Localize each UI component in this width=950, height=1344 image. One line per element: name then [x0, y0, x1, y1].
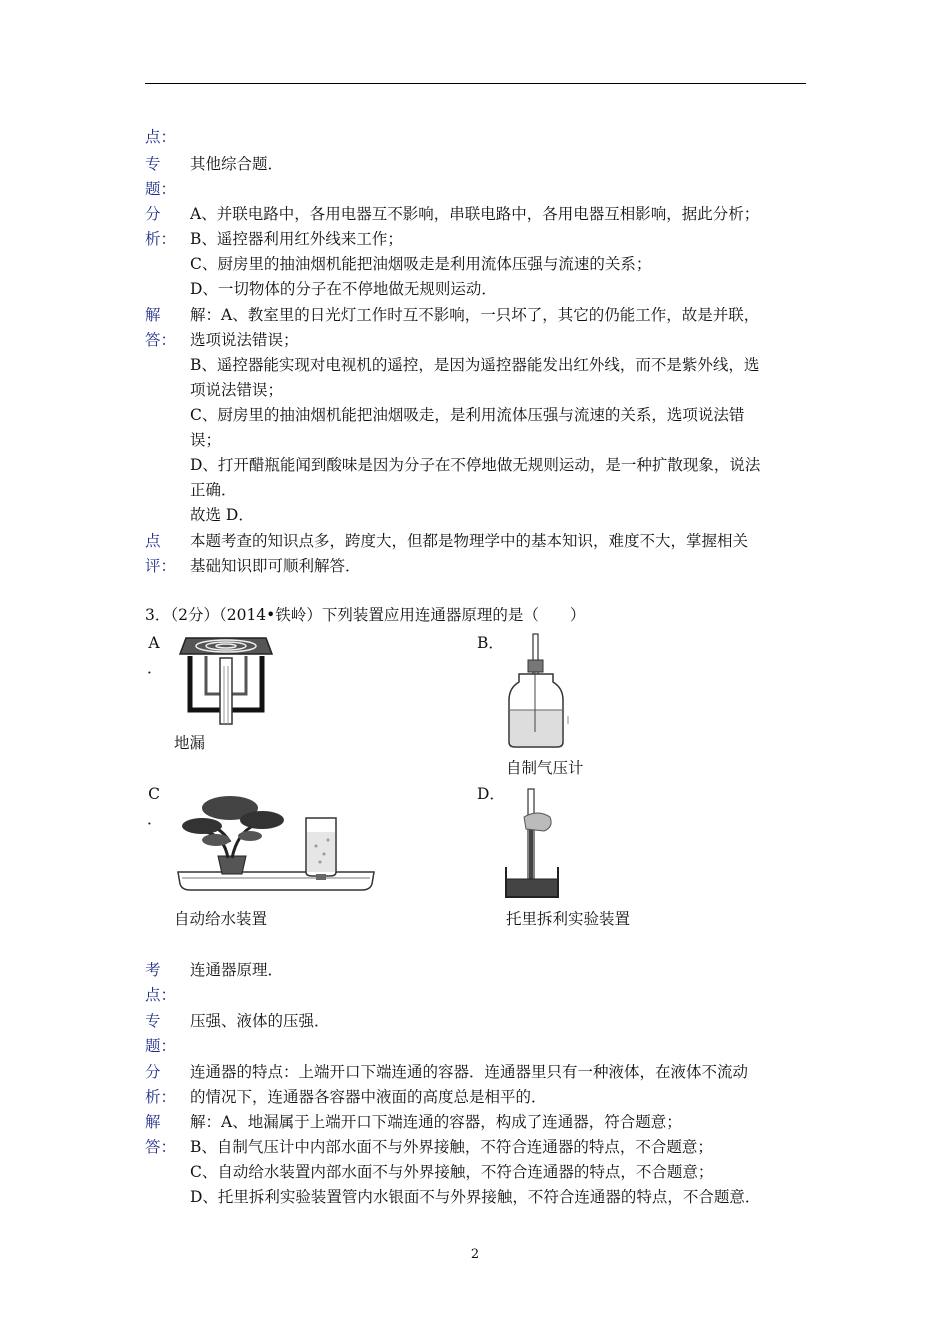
- jieda-label: 解 答：: [145, 1113, 177, 1156]
- option-b-caption: 自制气压计: [506, 759, 584, 777]
- fenxi-label: 分 析：: [145, 205, 177, 248]
- option-d-letter: D．: [477, 785, 505, 803]
- fenxi-text: 连通器的特点：上端开口下端连通的容器．连通器里只有一种液体，在液体不流动 的情况下，连通器各容器中液面的高度总是相平的．: [190, 1063, 749, 1106]
- homemade-barometer-figure: [505, 632, 571, 750]
- header-rule: [145, 83, 806, 84]
- zhuanti-text: 其他综合题．: [190, 155, 284, 173]
- option-c-caption: 自动给水装置: [174, 910, 268, 928]
- dianping-label: 点 评：: [145, 532, 177, 575]
- jieda-label: 解 答：: [145, 306, 177, 349]
- option-c-letter: C ．: [147, 785, 163, 828]
- jieda-text: 解：A、教室里的日光灯工作时互不影响，一只坏了，其它的仍能工作，故是并联， 选项说法错误； B、遥控器能实现对电视机的遥控，是因为遥控器能发出红外线，而不是紫外线，选 项说法错误； C、厨房里的抽油烟机能把油烟吸走，是利用流体压强与流速的关系，选项说法错 误； D、打开醋瓶能闻到酸味是因为分子在不停地做无规则运动，是一种扩散现象，说法 正确． 故选 D．: [190, 306, 761, 524]
- torricelli-apparatus-figure: [504, 787, 560, 899]
- page-number: 2: [470, 1247, 480, 1262]
- kaodian-label: 考 点：: [145, 961, 177, 1004]
- option-b-letter: B．: [477, 634, 504, 652]
- zhuanti-label: 专 题：: [145, 1012, 177, 1055]
- fenxi-label: 分 析：: [145, 1063, 177, 1106]
- zhuanti-label: 专 题：: [145, 155, 177, 198]
- jieda-text: 解：A、地漏属于上端开口下端连通的容器，构成了连通器，符合题意； B、自制气压计中内部水面不与外界接触，不符合连通器的特点，不合题意； C、自动给水装置内部水面不与外界接触，不符合连通器的特点，不合题意； D、托里拆利实验装置管内水银面不与外界接触，不符合连通器的特点，不合题意．: [190, 1113, 761, 1206]
- option-a-letter: A ．: [147, 634, 163, 677]
- zhuanti-text: 压强、液体的压强．: [190, 1012, 330, 1030]
- auto-water-feeder-figure: [176, 792, 376, 894]
- dianping-text: 本题考查的知识点多，跨度大，但都是物理学中的基本知识，难度不大，掌握相关 基础知识即可顺利解答．: [190, 532, 749, 575]
- question-3-stem: 3．（2分）（2014•铁岭）下列装置应用连通器原理的是（ ）: [145, 606, 586, 624]
- kaodian-label-tail: 点：: [145, 128, 177, 146]
- floor-drain-figure: [176, 636, 276, 728]
- fenxi-text: A、并联电路中，各用电器互不影响，串联电路中，各用电器互相影响，据此分析； B、遥控器利用红外线来工作； C、厨房里的抽油烟机能把油烟吸走是利用流体压强与流速的关系； D、一切物体的分子在不停地做无规则运动．: [190, 205, 760, 298]
- option-a-caption: 地漏: [174, 734, 206, 752]
- kaodian-text: 连通器原理．: [190, 961, 284, 979]
- option-d-caption: 托里拆利实验装置: [506, 910, 631, 928]
